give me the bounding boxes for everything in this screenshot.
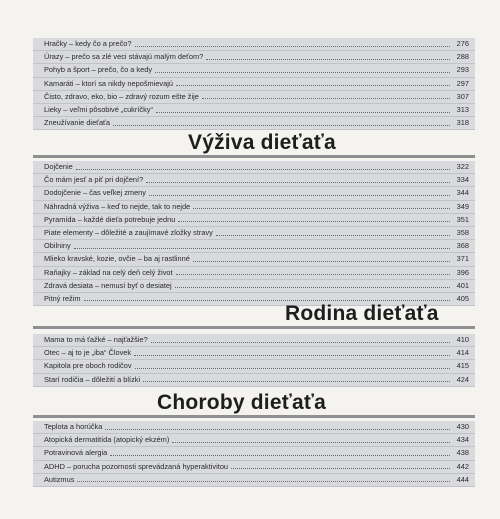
toc-block-top: [33, 38, 475, 130]
toc-entry-title: Náhradná výživa – keď to nejde, tak to nejde: [44, 201, 191, 211]
toc-entry-page: 313: [456, 104, 469, 114]
toc-entry-page: 442: [456, 461, 469, 471]
dot-leader: [176, 274, 450, 275]
toc-row[interactable]: [33, 201, 475, 214]
dot-leader: [134, 355, 450, 356]
toc-row[interactable]: [33, 78, 475, 91]
toc-entry-page: 438: [456, 448, 469, 458]
toc-row[interactable]: [33, 360, 475, 373]
dot-leader: [202, 98, 450, 99]
toc-row[interactable]: [33, 117, 475, 130]
toc-entry-page: 288: [456, 52, 469, 62]
dot-leader: [156, 112, 450, 113]
toc-row[interactable]: [33, 374, 475, 387]
toc-row[interactable]: [33, 280, 475, 293]
toc-row[interactable]: [33, 64, 475, 77]
dot-leader: [113, 125, 450, 126]
dot-leader: [135, 368, 450, 369]
toc-entry-title: Obilniny: [44, 241, 71, 251]
toc-block-choroby: [33, 421, 475, 487]
dot-leader: [175, 287, 450, 288]
toc-entry-page: 415: [456, 361, 469, 371]
dot-leader: [193, 261, 450, 262]
toc-entry-title: Potravinová alergia: [44, 448, 108, 458]
toc-entry-page: 430: [456, 422, 469, 431]
toc-block-rodina: [33, 334, 475, 387]
toc-entry-title: Pohyb a šport – prečo, čo a kedy: [44, 65, 153, 75]
toc-entry-title: Otec – aj to je „iba“ Človek: [44, 348, 132, 358]
toc-entry-page: 371: [456, 254, 469, 264]
toc-entry-title: Dodojčenie – čas veľkej zmeny: [44, 188, 146, 198]
toc-row[interactable]: [33, 267, 475, 280]
toc-entry-page: 307: [456, 91, 469, 101]
toc-row[interactable]: [33, 240, 475, 253]
toc-entry-title: Úrazy – prečo sa zlé veci stávajú malým deťom?: [44, 52, 204, 62]
dot-leader: [193, 208, 450, 209]
toc-entry-title: Atopická dermatitída (atopický ekzém): [44, 435, 170, 445]
dot-leader: [77, 481, 450, 482]
toc-row[interactable]: [33, 347, 475, 360]
dot-leader: [149, 195, 450, 196]
toc-entry-title: Hračky – kedy čo a prečo?: [44, 39, 132, 48]
toc-entry-title: Mama to má ťažké – najťažšie?: [44, 335, 148, 344]
toc-entry-page: 318: [456, 118, 469, 128]
toc-entry-page: 444: [456, 474, 469, 484]
toc-entry-title: Lieky – veľmi pôsobivé „cukríčky“: [44, 104, 153, 114]
toc-row[interactable]: [33, 461, 475, 474]
toc-entry-page: 276: [456, 39, 469, 48]
toc-row[interactable]: [33, 421, 475, 434]
section-divider: [33, 326, 475, 329]
toc-row[interactable]: [33, 187, 475, 200]
toc-row[interactable]: [33, 253, 475, 266]
toc-entry-page: 293: [456, 65, 469, 75]
section-divider: [33, 415, 475, 418]
toc-entry-title: Autizmus: [44, 474, 75, 484]
toc-row[interactable]: [33, 474, 475, 487]
toc-entry-page: 424: [456, 374, 469, 384]
toc-entry-title: Kamaráti – ktorí sa nikdy nepošmievajú: [44, 78, 173, 88]
toc-row[interactable]: [33, 334, 475, 347]
section-heading-vyziva: Výživa dieťaťa: [188, 131, 336, 154]
dot-leader: [143, 381, 450, 382]
toc-entry-title: Zneužívanie dieťaťa: [44, 118, 110, 128]
toc-entry-title: Zdravá desiata – nemusí byť o desiatej: [44, 280, 172, 290]
dot-leader: [146, 182, 450, 183]
toc-entry-title: ADHD – porucha pozornosti sprevádzaná hyperaktivitou: [44, 461, 229, 471]
toc-entry-title: Pyramída – každé dieťa potrebuje jednu: [44, 214, 176, 224]
toc-entry-title: Čisto, zdravo, eko, bio – zdravý rozum ešte žije: [44, 91, 199, 101]
toc-row[interactable]: [33, 174, 475, 187]
toc-entry-page: 322: [456, 162, 469, 171]
toc-entry-page: 334: [456, 175, 469, 185]
toc-entry-page: 396: [456, 267, 469, 277]
toc-block-vyziva: [33, 161, 475, 306]
dot-leader: [231, 468, 450, 469]
dot-leader: [155, 72, 450, 73]
dot-leader: [74, 248, 450, 249]
toc-entry-title: Čo mám jesť a piť pri dojčení?: [44, 175, 144, 185]
dot-leader: [76, 169, 450, 170]
section-heading-choroby: Choroby dieťaťa: [157, 391, 326, 414]
section-divider: [33, 155, 475, 158]
toc-entry-page: 405: [456, 293, 469, 303]
toc-entry-title: Raňajky – základ na celý deň celý život: [44, 267, 173, 277]
dot-leader: [110, 455, 450, 456]
toc-row[interactable]: [33, 104, 475, 117]
toc-entry-title: Kapitola pre oboch rodičov: [44, 361, 132, 371]
toc-entry-page: 434: [456, 435, 469, 445]
toc-row[interactable]: [33, 161, 475, 174]
dot-leader: [172, 442, 450, 443]
toc-entry-page: 351: [456, 214, 469, 224]
toc-row[interactable]: [33, 38, 475, 51]
toc-entry-page: 344: [456, 188, 469, 198]
toc-entry-page: 368: [456, 241, 469, 251]
toc-row[interactable]: [33, 91, 475, 104]
toc-entry-page: 410: [456, 335, 469, 344]
toc-entry-title: Mlieko kravské, kozie, ovčie – ba aj rastlinné: [44, 254, 190, 264]
dot-leader: [135, 46, 451, 47]
toc-row[interactable]: [33, 447, 475, 460]
dot-leader: [178, 221, 450, 222]
toc-entry-page: 358: [456, 227, 469, 237]
dot-leader: [216, 235, 450, 236]
dot-leader: [151, 342, 450, 343]
toc-row[interactable]: [33, 214, 475, 227]
toc-entry-page: 401: [456, 280, 469, 290]
toc-entry-title: Teplota a horúčka: [44, 422, 103, 431]
toc-entry-page: 414: [456, 348, 469, 358]
dot-leader: [105, 429, 450, 430]
toc-entry-title: Dojčenie: [44, 162, 73, 171]
dot-leader: [176, 85, 450, 86]
toc-row[interactable]: [33, 434, 475, 447]
toc-row[interactable]: [33, 227, 475, 240]
section-heading-rodina: Rodina dieťaťa: [285, 302, 439, 325]
dot-leader: [206, 59, 450, 60]
toc-entry-title: Pitný režim: [44, 293, 81, 303]
toc-entry-title: Piate elementy – dôležité a zaujímavé zložky stravy: [44, 227, 213, 237]
toc-row[interactable]: [33, 51, 475, 64]
toc-entry-title: Starí rodičia – dôležití a blízki: [44, 374, 141, 384]
toc-entry-page: 349: [456, 201, 469, 211]
toc-entry-page: 297: [456, 78, 469, 88]
